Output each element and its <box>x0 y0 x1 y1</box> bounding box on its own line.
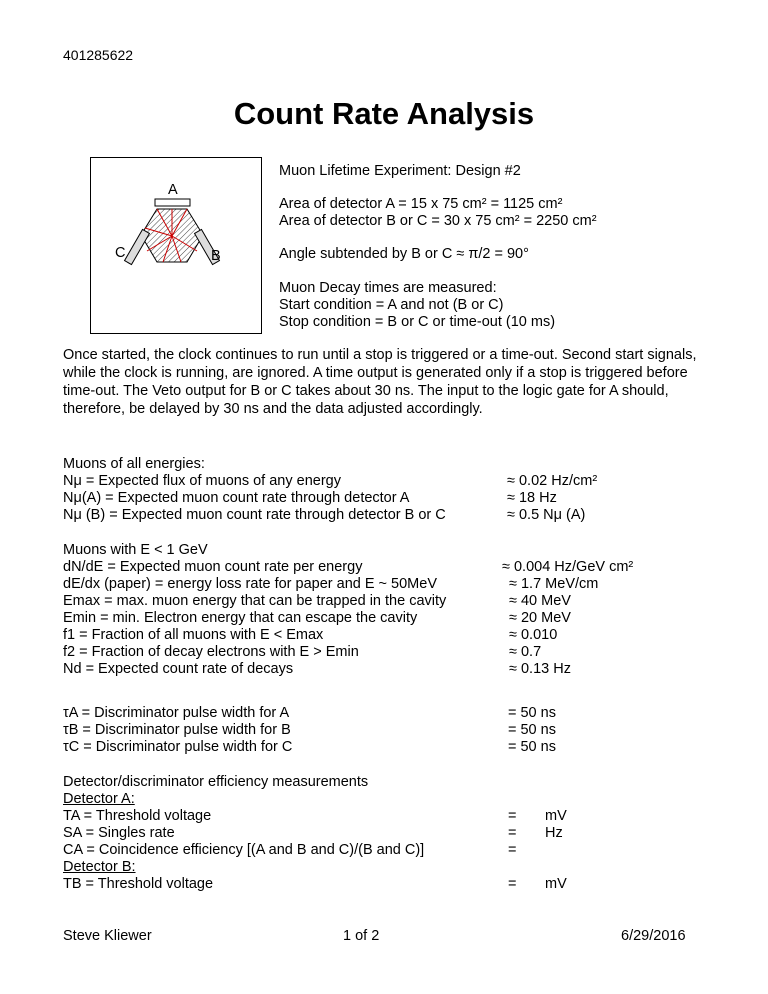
threshold-a-equals: = <box>508 808 517 824</box>
all-energies-value: ≈ 0.5 Nμ (A) <box>507 507 586 523</box>
low-energy-label: f1 = Fraction of all muons with E < Emax <box>63 627 324 643</box>
low-energy-value: ≈ 40 MeV <box>509 593 571 609</box>
low-energy-label: dE/dx (paper) = energy loss rate for paper and E ~ 50MeV <box>63 576 437 592</box>
all-energies-heading: Muons of all energies: <box>63 456 205 472</box>
singles-a-equals: = <box>508 825 517 841</box>
low-energy-heading: Muons with E < 1 GeV <box>63 542 208 558</box>
pulse-width-label: τC = Discriminator pulse width for C <box>63 739 293 755</box>
coincidence-a-equals: = <box>508 842 517 858</box>
pulse-width-value: = 50 ns <box>508 739 556 755</box>
low-energy-label: f2 = Fraction of decay electrons with E > Emin <box>63 644 359 660</box>
decay-heading: Muon Decay times are measured: <box>279 280 497 296</box>
all-energies-label: Nμ (B) = Expected muon count rate through detector B or C <box>63 507 446 523</box>
low-energy-value: ≈ 0.13 Hz <box>509 661 571 677</box>
low-energy-label: Emin = min. Electron energy that can escape the cavity <box>63 610 418 626</box>
pulse-width-label: τB = Discriminator pulse width for B <box>63 722 291 738</box>
efficiency-heading: Detector/discriminator efficiency measurements <box>63 774 369 790</box>
low-energy-value: ≈ 1.7 MeV/cm <box>509 576 599 592</box>
low-energy-value: ≈ 0.010 <box>509 627 558 643</box>
threshold-b-label: TB = Threshold voltage <box>63 876 214 892</box>
all-energies-label: Nμ(A) = Expected muon count rate through detector A <box>63 490 410 506</box>
all-energies-value: ≈ 0.02 Hz/cm² <box>507 473 598 489</box>
stop-condition: Stop condition = B or C or time-out (10 ms) <box>279 314 556 330</box>
singles-a-unit: Hz <box>545 825 563 841</box>
pulse-width-label: τA = Discriminator pulse width for A <box>63 705 290 721</box>
detector-a-label: A <box>168 182 178 198</box>
low-energy-value: ≈ 0.7 <box>509 644 542 660</box>
low-energy-label: Nd = Expected count rate of decays <box>63 661 294 677</box>
all-energies-value: ≈ 18 Hz <box>507 490 557 506</box>
singles-a-label: SA = Singles rate <box>63 825 175 841</box>
low-energy-value: ≈ 0.004 Hz/GeV cm² <box>502 559 634 575</box>
threshold-b-equals: = <box>508 876 517 892</box>
footer-page-number: 1 of 2 <box>343 928 380 944</box>
threshold-a-unit: mV <box>545 808 567 824</box>
page-title: Count Rate Analysis <box>233 96 535 131</box>
footer-author: Steve Kliewer <box>63 928 152 944</box>
low-energy-label: dN/dE = Expected muon count rate per energy <box>63 559 363 575</box>
area-bc-line: Area of detector B or C = 30 x 75 cm² = 2250 cm² <box>279 213 597 229</box>
start-condition: Start condition = A and not (B or C) <box>279 297 504 313</box>
detector-c-label: C <box>115 245 126 261</box>
detector-b-heading: Detector B: <box>63 859 136 875</box>
document-id: 401285622 <box>63 47 134 63</box>
pulse-width-value: = 50 ns <box>508 722 556 738</box>
detector-b-label: B <box>211 248 221 264</box>
detector-a-heading: Detector A: <box>63 791 135 807</box>
pulse-width-value: = 50 ns <box>508 705 556 721</box>
design-heading: Muon Lifetime Experiment: Design #2 <box>279 163 521 179</box>
clock-description-paragraph: Once started, the clock continues to run until a stop is triggered or a time-out. Second start signals, while the clock is running, are ignored. A time output is generated only if a stop is triggered before time-out. The Veto output for B or C takes about 30 ns. The input to the logic gate for A should, therefore, be delayed by 30 ns and the data adjusted accordingly. <box>63 347 697 417</box>
area-a-line: Area of detector A = 15 x 75 cm² = 1125 cm² <box>279 196 563 212</box>
angle-line: Angle subtended by B or C ≈ π/2 = 90° <box>279 246 529 262</box>
footer-date: 6/29/2016 <box>621 928 686 944</box>
low-energy-label: Emax = max. muon energy that can be trapped in the cavity <box>63 593 447 609</box>
detector-diagram <box>90 157 262 334</box>
threshold-b-unit: mV <box>545 876 567 892</box>
all-energies-label: Nμ = Expected flux of muons of any energy <box>63 473 341 489</box>
low-energy-value: ≈ 20 MeV <box>509 610 571 626</box>
coincidence-a-label: CA = Coincidence efficiency [(A and B and C)/(B and C)] <box>63 842 425 858</box>
threshold-a-label: TA = Threshold voltage <box>63 808 212 824</box>
